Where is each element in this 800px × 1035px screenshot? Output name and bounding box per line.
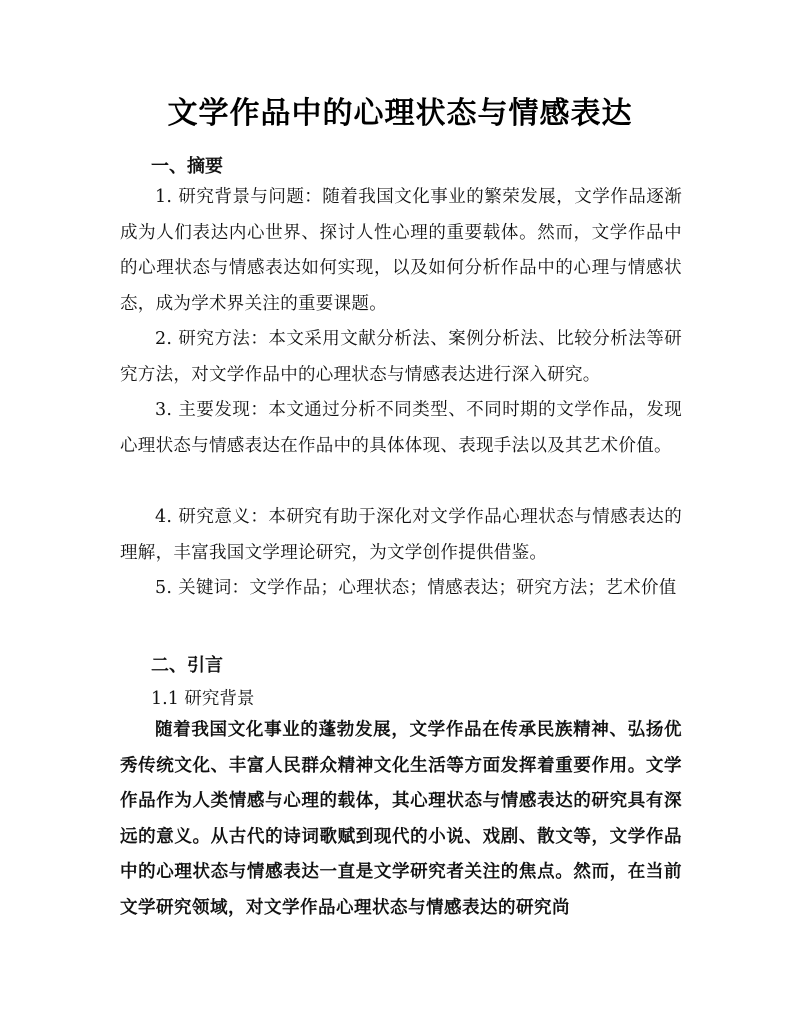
abstract-item-5-keywords: 5. 关键词：文学作品；心理状态；情感表达；研究方法；艺术价值 xyxy=(155,578,677,598)
introduction-heading: 二、引言 xyxy=(151,655,223,676)
abstract-item-1: 1. 研究背景与问题：随着我国文化事业的繁荣发展，文学作品逐渐成为人们表达内心世界、探讨人性心理的重要载体。然而，文学作品中的心理状态与情感表达如何实现，以及如何分析作品中的心理与情感状态，成为学术界关注的重要课题。 xyxy=(120,187,682,314)
abstract-item-3: 3. 主要发现：本文通过分析不同类型、不同时期的文学作品，发现心理状态与情感表达在作品中的具体体现、表现手法以及其艺术价值。 xyxy=(120,400,682,456)
introduction-subheading: 1.1 研究背景 xyxy=(151,689,255,709)
document-title: 文学作品中的心理状态与情感表达 xyxy=(167,96,633,131)
abstract-item-2: 2. 研究方法：本文采用文献分析法、案例分析法、比较分析法等研究方法，对文学作品中的心理状态与情感表达进行深入研究。 xyxy=(120,329,682,385)
abstract-heading: 一、摘要 xyxy=(151,156,223,177)
introduction-paragraph: 随着我国文化事业的蓬勃发展，文学作品在传承民族精神、弘扬优秀传统文化、丰富人民群众精神文化生活等方面发挥着重要作用。文学作品作为人类情感与心理的载体，其心理状态与情感表达的研究具有深远的意义。从古代的诗词歌赋到现代的小说、戏剧、散文等，文学作品中的心理状态与情感表达一直是文学研究者关注的焦点。然而，在当前文学研究领域，对文学作品心理状态与情感表达的研究尚 xyxy=(120,720,682,918)
abstract-item-4: 4. 研究意义：本研究有助于深化对文学作品心理状态与情感表达的理解，丰富我国文学理论研究，为文学创作提供借鉴。 xyxy=(120,507,682,563)
